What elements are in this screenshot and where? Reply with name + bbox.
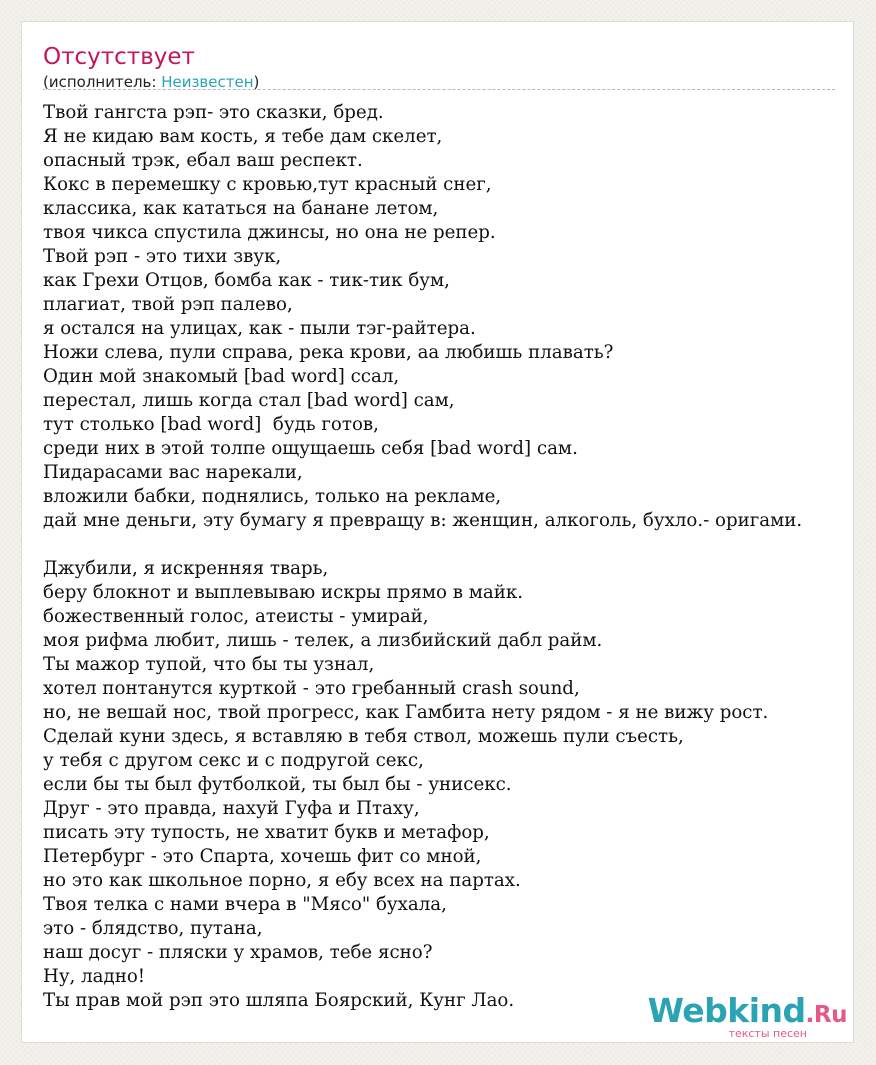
- lyric-line: Ножи слева, пули справа, река крови, аа любишь плавать?: [43, 342, 614, 363]
- lyric-line: но, не вешай нос, твой прогресс, как Гамбита нету рядом - я не вижу рост.: [43, 702, 769, 723]
- lyric-line: Петербург - это Спарта, хочешь фит со мной,: [43, 846, 482, 867]
- lyric-line: Пидарасами вас нарекали,: [43, 462, 303, 483]
- lyric-line: беру блокнот и выплевываю искры прямо в майк.: [43, 582, 524, 603]
- header-divider: [43, 89, 835, 90]
- lyric-line: вложили бабки, поднялись, только на рекламе,: [43, 486, 502, 507]
- lyric-line: плагиат, твой рэп палево,: [43, 294, 293, 315]
- lyric-line: Один мой знакомый [bad word] ссал,: [43, 366, 400, 387]
- lyric-line: Кокс в перемешку с кровью,тут красный снег,: [43, 174, 492, 195]
- lyric-line: опасный трэк, ебал ваш респект.: [43, 150, 363, 171]
- lyric-line: но это как школьное порно, я ебу всех на партах.: [43, 870, 521, 891]
- lyric-blank-line: [43, 533, 854, 557]
- logo-main-text: Webkind: [647, 991, 806, 1030]
- lyric-line: Твоя телка с нами вчера в "Мясо" бухала,: [43, 894, 447, 915]
- song-title: Отсутствует: [43, 44, 195, 70]
- lyric-line: дай мне деньги, эту бумагу я превращу в: женщин, алкоголь, бухло.- оригами.: [43, 510, 803, 531]
- logo-suffix: .Ru: [805, 1002, 847, 1028]
- lyric-line: Друг - это правда, нахуй Гуфа и Птаху,: [43, 798, 420, 819]
- lyric-line: Твой рэп - это тихи звук,: [43, 246, 282, 267]
- lyric-line: среди них в этой толпе ощущаешь себя [bad word] сам.: [43, 438, 578, 459]
- lyric-line: классика, как кататься на банане летом,: [43, 198, 439, 219]
- lyric-line: писать эту тупость, не хватит букв и метафор,: [43, 822, 490, 843]
- lyric-line: как Грехи Отцов, бомба как - тик-тик бум,: [43, 270, 450, 291]
- lyric-line: Я не кидаю вам кость, я тебе дам скелет,: [43, 126, 443, 147]
- lyric-line: наш досуг - пляски у храмов, тебе ясно?: [43, 942, 433, 963]
- lyric-line: божественный голос, атеисты - умирай,: [43, 606, 429, 627]
- lyric-line: твоя чикса спустила джинсы, но она не репер.: [43, 222, 496, 243]
- artist-suffix: ): [253, 73, 260, 91]
- lyric-line: Ну, ладно!: [43, 966, 146, 987]
- lyric-line: Сделай куни здесь, я вставляю в тебя ствол, можешь пули съесть,: [43, 726, 684, 747]
- lyric-line: Ты прав мой рэп это шляпа Боярский, Кунг Лао.: [43, 990, 515, 1011]
- lyric-line: это - блядство, путана,: [43, 918, 263, 939]
- lyric-line: перестал, лишь когда стал [bad word] сам,: [43, 390, 455, 411]
- lyric-line: Ты мажор тупой, что бы ты узнал,: [43, 654, 375, 675]
- lyric-line: Твой гангста рэп- это сказки, бред.: [43, 102, 384, 123]
- artist-link[interactable]: Неизвестен: [161, 73, 254, 91]
- lyric-line: Джубили, я искренняя тварь,: [43, 558, 329, 579]
- artist-prefix: (исполнитель:: [43, 73, 162, 91]
- lyric-line: если бы ты был футболкой, ты был бы - унисекс.: [43, 774, 512, 795]
- lyric-line: тут столько [bad word] будь готов,: [43, 414, 379, 435]
- site-logo[interactable]: [648, 993, 847, 1040]
- lyric-line: хотел понтанутся курткой - это гребанный crash sound,: [43, 678, 580, 699]
- lyric-line: у тебя с другом секс и с подругой секс,: [43, 750, 424, 771]
- song-header: [43, 42, 835, 92]
- lyric-line: моя рифма любит, лишь - телек, а лизбийский дабл райм.: [43, 630, 603, 651]
- logo-tagline: тексты песен: [728, 1027, 807, 1040]
- lyrics-text: [43, 101, 854, 1013]
- lyrics-card: [21, 21, 854, 1043]
- lyric-line: я остался на улицах, как - пыли тэг-райтера.: [43, 318, 476, 339]
